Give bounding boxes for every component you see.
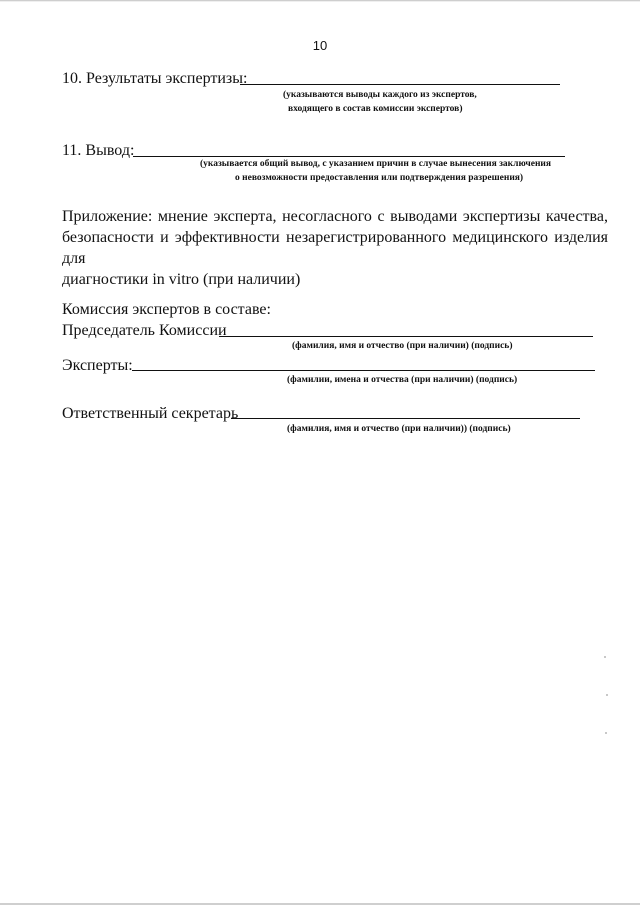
- appendix-line-2: безопасности и эффективности незарегистрированного медицинского изделия для: [62, 229, 608, 267]
- experts-fill-line: [132, 370, 595, 371]
- appendix-line-1: Приложение: мнение эксперта, несогласного с выводами экспертизы качества,: [62, 208, 608, 225]
- chair-caption: (фамилия, имя и отчество (при наличии) (подпись): [292, 341, 513, 351]
- appendix-line-3: диагностики in vitro (при наличии): [62, 271, 301, 288]
- section-11-fill-line: [133, 156, 565, 157]
- scan-speck: [606, 694, 608, 696]
- experts-caption: (фамилии, имена и отчества (при наличии) (подпись): [287, 375, 518, 385]
- section-10-caption-line1: (указываются выводы каждого из экспертов,: [283, 90, 477, 100]
- secretary-caption: (фамилия, имя и отчество (при наличии)) (подпись): [287, 424, 511, 434]
- section-11-caption-line2: о невозможности предоставления или подтверждения разрешения): [235, 173, 524, 183]
- section-10-label: 10. Результаты экспертизы:: [62, 70, 248, 87]
- section-11-label: 11. Вывод:: [62, 142, 135, 159]
- section-10-caption-line2: входящего в состав комиссии экспертов): [288, 104, 463, 114]
- secretary-label: Ответственный секретарь: [62, 405, 239, 422]
- chair-fill-line: [219, 336, 593, 337]
- chair-label: Председатель Комиссии: [62, 322, 227, 339]
- experts-label: Эксперты:: [62, 357, 133, 374]
- scan-speck: [604, 656, 606, 658]
- page-top-edge: [0, 0, 640, 2]
- scan-speck: [605, 732, 607, 734]
- appendix-paragraph: [62, 206, 608, 290]
- section-11-caption-line1: (указывается общий вывод, с указанием причин в случае вынесения заключения: [200, 159, 552, 169]
- secretary-fill-line: [231, 418, 580, 419]
- page-number: 10: [312, 38, 328, 53]
- commission-heading: Комиссия экспертов в составе:: [62, 301, 271, 318]
- section-10-fill-line: [240, 84, 560, 85]
